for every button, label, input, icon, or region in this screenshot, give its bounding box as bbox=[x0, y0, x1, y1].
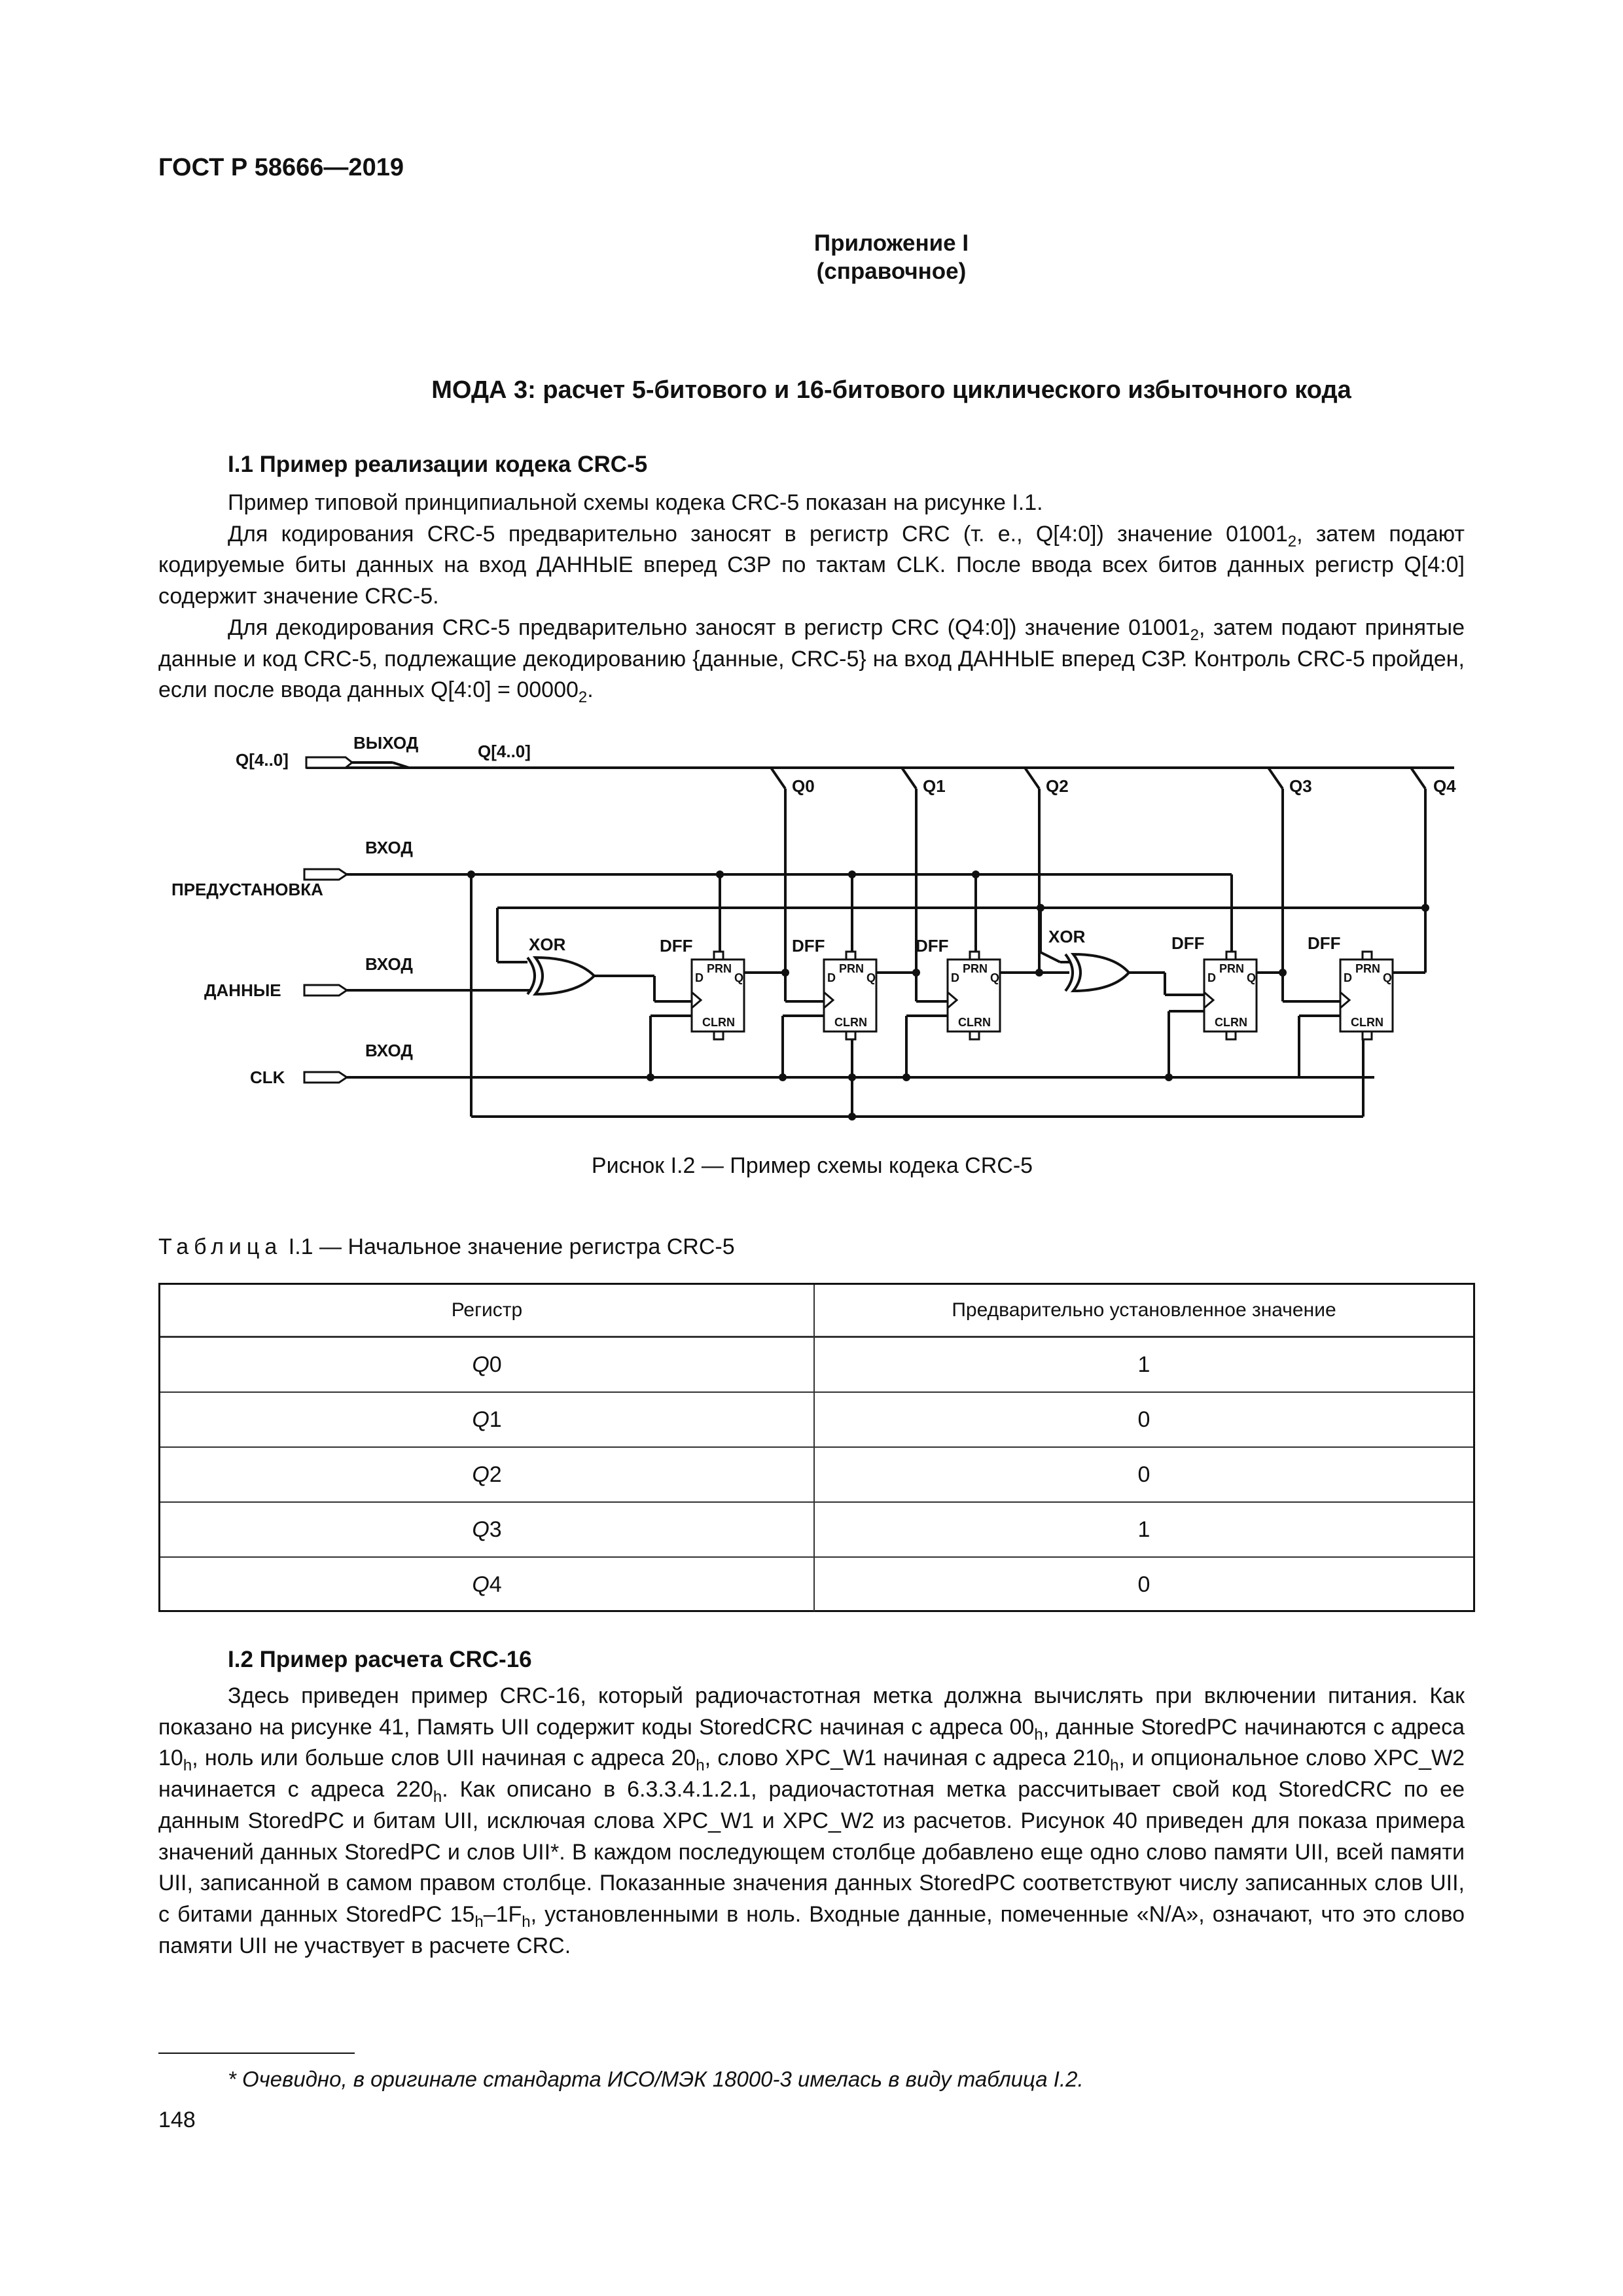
paragraph: Пример типовой принципиальной схемы кодека CRC-5 показан на рисунке I.1. bbox=[228, 490, 1043, 515]
paragraph: Здесь приведен пример CRC-16, который радиочастотная метка должна вычислять при включении питания. Как показано на рисунке 41, Память UII содержит коды StoredCRC начиная с адреса $00_h$, данные StoredPC начинаются с адреса $10_h$, ноль или больше слов UII начиная с адреса $20_h$, слово XPC_W1 начиная с адреса $210_h$, и опциональное слово XPC_W2 начинается с адреса $220_h$. Как описано в 6.3.3.4.1.2.1, радиочастотная метка рассчитывает свой код StoredCRC по ее данным StoredPC и битам UII, исключая слова XPC_W1 и XPC_W2 из расчетов. Рисунок 40 приведен для показа примера значений данных StoredPC и слов UII*. В каждом последующем столбце добавлено еще одно слово памяти UII, всей памяти UII, записанной в самом правом столбце. Показанные значения данных StoredPC соответствуют числу записанных слов UII, с битами данных StoredPC $15_h-1F_h$, установленными в ноль. Входные данные, помеченные «N/A», означают, что это слово памяти UII не участвует в расчете CRC. bbox=[158, 1683, 1465, 1958]
ports bbox=[304, 757, 352, 1083]
dff-label: DFF bbox=[792, 936, 825, 956]
dff-label: DFF bbox=[1171, 933, 1205, 953]
pin-label: Q bbox=[1247, 971, 1257, 984]
pin-label: Q bbox=[866, 971, 876, 984]
xor-label: XOR bbox=[529, 935, 566, 954]
paragraph: Для декодирования CRC-5 предварительно заносят в регистр CRC (Q4:0]) значение $01001_2$, затем подают принятые данные и код CRC-5, подлежащие декодированию {данные, CRC-5} на вход ДАННЫЕ вперед СЗР. Контроль CRC-5 пройден, если после ввода данных Q[4:0] = $00000_2$. bbox=[158, 615, 1465, 707]
register-table bbox=[158, 1283, 1475, 1612]
appendix-title: Приложение I bbox=[813, 230, 969, 256]
pin-label: PRN bbox=[1355, 962, 1381, 975]
document-header: ГОСТ Р 58666—2019 bbox=[158, 154, 404, 181]
port-label: CLK bbox=[250, 1067, 285, 1087]
pin-label: CLRN bbox=[1215, 1016, 1247, 1029]
xor-gate bbox=[1065, 954, 1129, 991]
table-cell: Q 3 bbox=[160, 1503, 815, 1556]
appendix-note: (справочное) bbox=[816, 259, 967, 284]
table-row bbox=[160, 1556, 1473, 1611]
table-cell: Q 2 bbox=[160, 1448, 815, 1501]
port-label: ПРЕДУСТАНОВКА bbox=[171, 880, 323, 899]
xor-gate bbox=[527, 958, 594, 994]
table-cell: 0 bbox=[1137, 1407, 1150, 1432]
page-number: 148 bbox=[158, 2108, 196, 2132]
pin-label: D bbox=[695, 971, 704, 984]
dff-label: DFF bbox=[916, 936, 949, 956]
tap-label: Q0 bbox=[792, 776, 815, 796]
table-cell: Q 4 bbox=[160, 1558, 815, 1611]
circuit-wires bbox=[306, 762, 1454, 1117]
port-label: Q[4..0] bbox=[236, 750, 289, 770]
pin-label: D bbox=[1344, 971, 1352, 984]
tap-label: Q4 bbox=[1433, 776, 1456, 796]
crc5-circuit-diagram bbox=[170, 720, 1479, 1132]
table-cell: 0 bbox=[1137, 1462, 1150, 1487]
table-header: Регистр bbox=[160, 1285, 815, 1336]
pin-label: CLRN bbox=[702, 1016, 735, 1029]
wire-label: ВХОД bbox=[365, 1041, 413, 1060]
section-body bbox=[158, 488, 1465, 706]
table-row bbox=[160, 1391, 1473, 1446]
table-header-row bbox=[160, 1285, 1473, 1336]
pin-label: CLRN bbox=[1351, 1016, 1383, 1029]
table-row bbox=[160, 1336, 1473, 1391]
tap-label: Q2 bbox=[1046, 776, 1069, 796]
footnote-divider bbox=[158, 2053, 355, 2054]
pin-label: CLRN bbox=[958, 1016, 991, 1029]
paragraph: Для кодирования CRC-5 предварительно заносят в регистр CRC (т. е., Q[4:0]) значение $01001_2$, затем подают кодируемые биты данных на вход ДАННЫЕ вперед СЗР по тактам CLK. После ввода всех битов данных регистр Q[4:0] содержит значение CRC-5. bbox=[158, 521, 1465, 609]
section-title: I.1 Пример реализации кодека CRC-5 bbox=[228, 452, 648, 477]
wire-label: ВХОД bbox=[365, 954, 413, 974]
pin-label: D bbox=[1207, 971, 1216, 984]
section-body bbox=[158, 1681, 1465, 1962]
table-row bbox=[160, 1446, 1473, 1501]
pin-label: D bbox=[951, 971, 959, 984]
wire-label: ВЫХОД bbox=[353, 733, 419, 753]
table-cell: 1 bbox=[1137, 1352, 1150, 1377]
pin-label: PRN bbox=[1219, 962, 1245, 975]
table-cell: 0 bbox=[1137, 1571, 1150, 1597]
table-cell: 1 bbox=[1137, 1516, 1150, 1542]
bus-label: Q[4..0] bbox=[478, 742, 531, 761]
table-caption: Таблица I.1 — Начальное значение регистра CRC-5 bbox=[158, 1234, 735, 1259]
table-row bbox=[160, 1501, 1473, 1556]
table-header: Предварительно установленное значение bbox=[952, 1299, 1336, 1321]
pin-label: Q bbox=[1383, 971, 1393, 984]
pin-label: PRN bbox=[839, 962, 865, 975]
section-title: I.2 Пример расчета CRC-16 bbox=[228, 1647, 532, 1672]
table-cell: Q 1 bbox=[160, 1393, 815, 1446]
chapter-title: МОДА 3: расчет 5-битового и 16-битового циклического избыточного кода bbox=[431, 376, 1351, 404]
dff-label: DFF bbox=[1308, 933, 1341, 953]
dff-label: DFF bbox=[660, 936, 693, 956]
tap-label: Q1 bbox=[923, 776, 946, 796]
tap-label: Q3 bbox=[1289, 776, 1312, 796]
pin-label: CLRN bbox=[834, 1016, 867, 1029]
pin-label: PRN bbox=[963, 962, 988, 975]
table-cell: Q 0 bbox=[160, 1338, 815, 1391]
footnote: * Очевидно, в оригинале стандарта ИСО/МЭК 18000-3 имелась в виду таблица I.2. bbox=[228, 2067, 1084, 2091]
port-label: ДАННЫЕ bbox=[204, 980, 281, 1000]
xor-label: XOR bbox=[1048, 927, 1086, 946]
pin-label: PRN bbox=[707, 962, 732, 975]
pin-label: Q bbox=[990, 971, 1000, 984]
figure-caption: Риснок I.2 — Пример схемы кодека CRC-5 bbox=[591, 1153, 1033, 1178]
wire-label: ВХОД bbox=[365, 838, 413, 857]
pin-label: D bbox=[827, 971, 836, 984]
pin-label: Q bbox=[734, 971, 744, 984]
